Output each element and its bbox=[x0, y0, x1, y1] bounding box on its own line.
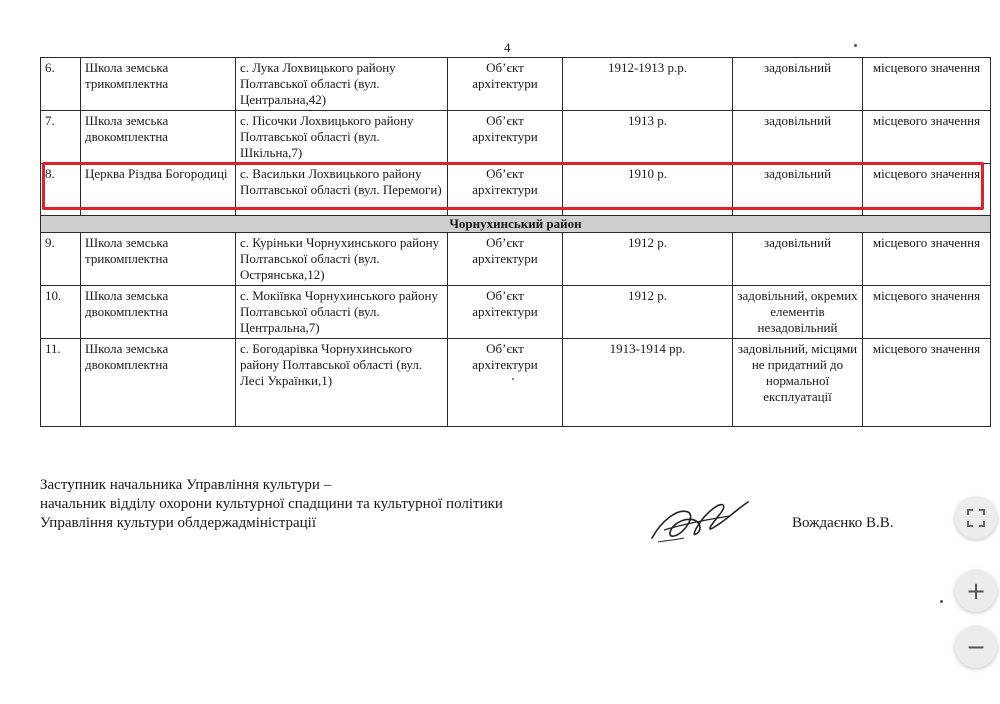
row-number: 11. bbox=[41, 339, 81, 427]
row-number: 6. bbox=[41, 58, 81, 111]
table-row bbox=[41, 233, 991, 286]
object-condition: задовільний bbox=[733, 58, 863, 111]
signature-title-line-1: Заступник начальника Управління культури – bbox=[40, 477, 332, 493]
object-name: Школа земська трикомплектна bbox=[81, 58, 236, 111]
object-type: Об’єкт архітектури bbox=[448, 286, 563, 339]
object-type: Об’єкт архітектури bbox=[448, 233, 563, 286]
table-row bbox=[41, 58, 991, 111]
object-date: 1912-1913 р.р. bbox=[563, 58, 733, 111]
object-significance: місцевого значення bbox=[863, 58, 991, 111]
object-significance: місцевого значення bbox=[863, 111, 991, 164]
fit-screen-button[interactable] bbox=[955, 497, 997, 539]
scan-speck bbox=[940, 600, 943, 603]
page-number: 4 bbox=[504, 40, 511, 55]
object-location: с. Лука Лохвицького району Полтавської області (вул. Центральна,42) bbox=[236, 58, 448, 111]
object-type: Об’єкт архітектури bbox=[448, 164, 563, 216]
row-number: 10. bbox=[41, 286, 81, 339]
scan-speck bbox=[854, 44, 857, 47]
object-location: с. Васильки Лохвицького району Полтавської області (вул. Перемоги) bbox=[236, 164, 448, 216]
object-date: 1913 р. bbox=[563, 111, 733, 164]
object-date: 1912 р. bbox=[563, 233, 733, 286]
object-name: Школа земська двокомплектна bbox=[81, 111, 236, 164]
handwritten-signature bbox=[644, 490, 754, 550]
signature-block bbox=[40, 476, 503, 533]
fit-screen-icon bbox=[967, 509, 985, 527]
object-name: Церква Різдва Богородиці bbox=[81, 164, 236, 216]
district-row bbox=[41, 216, 991, 233]
object-date: 1912 р. bbox=[563, 286, 733, 339]
object-condition: задовільний, місцями не придатний до нормальної експлуатації bbox=[733, 339, 863, 427]
table-row bbox=[41, 111, 991, 164]
heritage-table bbox=[40, 57, 991, 427]
object-date: 1910 р. bbox=[563, 164, 733, 216]
object-condition: задовільний bbox=[733, 111, 863, 164]
object-significance: місцевого значення bbox=[863, 233, 991, 286]
zoom-in-button[interactable]: + bbox=[955, 570, 997, 612]
object-name: Школа земська двокомплектна bbox=[81, 286, 236, 339]
row-number: 9. bbox=[41, 233, 81, 286]
object-significance: місцевого значення bbox=[863, 286, 991, 339]
signature-title-line-3: Управління культури облдержадміністрації bbox=[40, 515, 316, 531]
object-type: Об’єкт архітектури bbox=[448, 339, 563, 427]
object-condition: задовільний bbox=[733, 164, 863, 216]
object-type: Об’єкт архітектури bbox=[448, 111, 563, 164]
object-location: с. Богодарівка Чорнухинського району Полтавської області (вул. Лесі Українки,1) bbox=[236, 339, 448, 427]
signer-name: Вождаєнко В.В. bbox=[792, 515, 894, 531]
object-condition: задовільний, окремих елементів незадовільний bbox=[733, 286, 863, 339]
object-location: с. Куріньки Чорнухинського району Полтавської області (вул. Острянська,12) bbox=[236, 233, 448, 286]
highlight-box bbox=[42, 162, 984, 210]
object-name: Школа земська двокомплектна bbox=[81, 339, 236, 427]
row-number: 8. bbox=[41, 164, 81, 216]
object-condition: задовільний bbox=[733, 233, 863, 286]
object-location: с. Мокіївка Чорнухинського району Полтавської області (вул. Центральна,7) bbox=[236, 286, 448, 339]
district-header: Чорнухинський район bbox=[41, 216, 991, 233]
signature-title-line-2: начальник відділу охорони культурної спадщини та культурної політики bbox=[40, 496, 503, 512]
object-significance: місцевого значення bbox=[863, 164, 991, 216]
object-significance: місцевого значення bbox=[863, 339, 991, 427]
object-location: с. Пісочки Лохвицького району Полтавської області (вул. Шкільна,7) bbox=[236, 111, 448, 164]
object-name: Школа земська трикомплектна bbox=[81, 233, 236, 286]
object-type: Об’єкт архітектури bbox=[448, 58, 563, 111]
zoom-out-button[interactable]: − bbox=[955, 626, 997, 668]
object-date: 1913-1914 рр. bbox=[563, 339, 733, 427]
row-number: 7. bbox=[41, 111, 81, 164]
table-row bbox=[41, 339, 991, 427]
table-row bbox=[41, 286, 991, 339]
